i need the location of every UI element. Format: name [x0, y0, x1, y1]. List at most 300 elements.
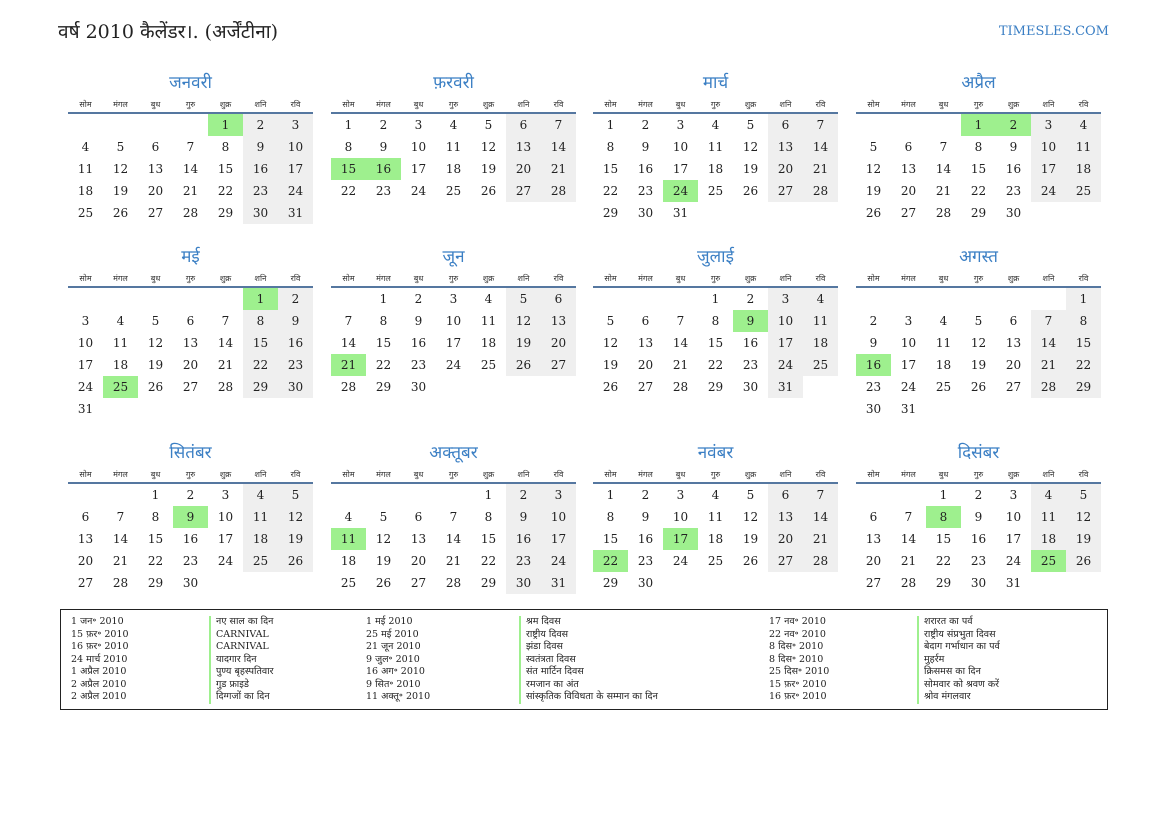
month-name: जून	[442, 247, 465, 267]
day-cell: 16	[637, 532, 654, 546]
day-cell: 21	[900, 554, 917, 568]
empty-cell	[1031, 202, 1066, 224]
day-cell: 4	[1066, 113, 1101, 136]
empty-cell	[243, 572, 278, 594]
day-cell: 6	[768, 113, 803, 136]
day-cell: 31	[768, 376, 803, 398]
holiday-name: झंडा दिवस	[526, 641, 563, 652]
weekday-header: शुक्र	[996, 96, 1031, 113]
day-cell: 30	[506, 572, 541, 594]
day-cell: 11	[935, 336, 952, 350]
weekday-header: शनि	[1031, 270, 1066, 287]
weekday-header: शुक्र	[733, 466, 768, 483]
day-cell: 17	[672, 162, 689, 176]
weekday-header: मंगल	[366, 466, 401, 483]
day-cell: 21	[112, 554, 129, 568]
day-cell: 20	[1005, 358, 1022, 372]
day-cell: 4	[81, 140, 90, 154]
weekday-header: सोम	[68, 466, 103, 483]
empty-cell	[1066, 398, 1101, 420]
day-cell: 1	[151, 488, 160, 502]
weekday-header: शनि	[243, 466, 278, 483]
day-cell: 5	[869, 140, 878, 154]
day-cell: 16	[182, 532, 199, 546]
holiday-date: 2 अप्रैल 2010	[71, 678, 127, 690]
empty-cell	[663, 572, 698, 594]
holiday-dates-column-2	[366, 616, 430, 704]
day-cell: 22	[970, 184, 987, 198]
holiday-day-cell: 11	[331, 528, 366, 550]
holiday-date: 22 नव॰ 2010	[769, 628, 826, 640]
empty-cell	[803, 572, 838, 594]
weekday-header: रवि	[1066, 270, 1101, 287]
day-cell: 3	[541, 483, 576, 506]
day-cell: 30	[970, 576, 987, 590]
empty-cell	[401, 483, 436, 506]
holiday-date: 11 अक्तू॰ 2010	[366, 691, 431, 702]
weekday-header: मंगल	[366, 96, 401, 113]
month-name: जनवरी	[169, 73, 212, 93]
weekday-header: बुध	[663, 270, 698, 287]
holiday-name: राष्ट्रीय दिवस	[526, 628, 569, 640]
day-cell: 6	[506, 113, 541, 136]
weekday-header: शनि	[768, 270, 803, 287]
empty-cell	[138, 398, 173, 420]
month-name: दिसंबर	[957, 443, 1000, 463]
day-cell: 12	[1066, 506, 1101, 528]
day-cell: 13	[865, 532, 882, 546]
day-cell: 15	[602, 162, 619, 176]
day-cell: 17	[768, 332, 803, 354]
day-cell: 22	[1066, 354, 1101, 376]
month-block	[331, 246, 576, 398]
day-cell: 5	[484, 118, 493, 132]
day-cell: 2	[278, 287, 313, 310]
day-cell: 18	[77, 184, 94, 198]
empty-cell	[243, 398, 278, 420]
holiday-day-cell: 8	[926, 506, 961, 528]
day-cell: 29	[707, 380, 724, 394]
day-cell: 15	[480, 532, 497, 546]
holiday-list	[60, 609, 1108, 710]
day-cell: 2	[974, 488, 983, 502]
day-cell: 11	[480, 314, 497, 328]
day-cell: 25	[935, 380, 952, 394]
day-cell: 8	[379, 314, 388, 328]
day-cell: 15	[602, 532, 619, 546]
day-cell: 12	[480, 140, 497, 154]
day-cell: 22	[375, 358, 392, 372]
weekday-header: मंगल	[628, 96, 663, 113]
day-cell: 14	[803, 506, 838, 528]
holiday-date: 15 फ़र॰ 2010	[71, 628, 129, 640]
weekday-header: बुध	[401, 270, 436, 287]
day-cell: 5	[974, 314, 983, 328]
day-cell: 30	[865, 402, 882, 416]
day-cell: 28	[1031, 376, 1066, 398]
day-cell: 19	[480, 162, 497, 176]
day-cell: 30	[182, 576, 199, 590]
day-cell: 4	[939, 314, 948, 328]
day-cell: 29	[970, 206, 987, 220]
empty-cell	[926, 398, 961, 420]
day-cell: 9	[641, 140, 650, 154]
empty-cell	[1031, 398, 1066, 420]
weekday-header: शुक्र	[996, 270, 1031, 287]
holiday-name: नए साल का दिन	[216, 616, 274, 627]
weekday-header: मंगल	[628, 270, 663, 287]
empty-cell	[856, 483, 891, 506]
day-cell: 25	[707, 554, 724, 568]
day-cell: 14	[672, 336, 689, 350]
day-cell: 6	[541, 287, 576, 310]
weekday-header: शुक्र	[471, 270, 506, 287]
day-cell: 27	[865, 576, 882, 590]
day-cell: 17	[900, 358, 917, 372]
day-cell: 24	[217, 554, 234, 568]
empty-cell	[733, 202, 768, 224]
holiday-date: 1 जन॰ 2010	[71, 616, 124, 627]
day-cell: 5	[746, 488, 755, 502]
day-cell: 31	[1005, 576, 1022, 590]
day-cell: 8	[484, 510, 493, 524]
weekday-header: शुक्र	[471, 96, 506, 113]
holiday-name: CARNIVAL	[216, 628, 269, 640]
day-cell: 28	[935, 206, 952, 220]
day-cell: 28	[112, 576, 129, 590]
empty-cell	[803, 376, 838, 398]
day-cell: 19	[865, 184, 882, 198]
day-cell: 20	[768, 528, 803, 550]
month-table	[331, 96, 576, 202]
day-cell: 21	[541, 158, 576, 180]
holiday-name: यादगार दिन	[216, 653, 257, 665]
holiday-name: सांस्कृतिक विविधता के सम्मान का दिन	[526, 691, 658, 702]
day-cell: 12	[865, 162, 882, 176]
day-cell: 28	[340, 380, 357, 394]
day-cell: 1	[379, 292, 388, 306]
holiday-day-cell: 21	[331, 354, 366, 376]
empty-cell	[173, 287, 208, 310]
holiday-date: 17 नव॰ 2010	[769, 616, 826, 627]
holiday-day-cell: 9	[173, 506, 208, 528]
day-cell: 21	[182, 184, 199, 198]
month-table	[856, 270, 1101, 420]
weekday-header: बुध	[401, 466, 436, 483]
empty-cell	[471, 376, 506, 398]
day-cell: 24	[672, 554, 689, 568]
day-cell: 24	[445, 358, 462, 372]
day-cell: 28	[672, 380, 689, 394]
day-cell: 24	[77, 380, 94, 394]
holiday-name: सोमवार को श्रवण करें	[924, 678, 1000, 690]
holiday-name: पुण्य बृहस्पतिवार	[216, 666, 274, 677]
day-cell: 26	[506, 354, 541, 376]
day-cell: 9	[1009, 140, 1018, 154]
weekday-header: गुरु	[698, 466, 733, 483]
day-cell: 4	[344, 510, 353, 524]
weekday-header: रवि	[278, 96, 313, 113]
day-cell: 28	[803, 550, 838, 572]
day-cell: 13	[410, 532, 427, 546]
day-cell: 10	[445, 314, 462, 328]
empty-cell	[103, 483, 138, 506]
day-cell: 13	[182, 336, 199, 350]
empty-cell	[138, 113, 173, 136]
day-cell: 24	[900, 380, 917, 394]
day-cell: 6	[768, 483, 803, 506]
weekday-header: शनि	[768, 466, 803, 483]
weekday-header: रवि	[541, 270, 576, 287]
month-table	[593, 270, 838, 398]
empty-cell	[961, 287, 996, 310]
day-cell: 4	[1031, 483, 1066, 506]
day-cell: 18	[707, 162, 724, 176]
day-cell: 5	[151, 314, 160, 328]
weekday-header: शनि	[1031, 96, 1066, 113]
empty-cell	[856, 113, 891, 136]
day-cell: 17	[77, 358, 94, 372]
day-cell: 17	[410, 162, 427, 176]
day-cell: 29	[602, 576, 619, 590]
day-cell: 2	[869, 314, 878, 328]
day-cell: 6	[904, 140, 913, 154]
day-cell: 27	[637, 380, 654, 394]
day-cell: 24	[768, 354, 803, 376]
day-cell: 30	[637, 206, 654, 220]
day-cell: 3	[1009, 488, 1018, 502]
holiday-name: बेदाग गर्भाधान का पर्व	[924, 641, 1000, 652]
day-cell: 12	[742, 140, 759, 154]
weekday-header: मंगल	[891, 466, 926, 483]
day-cell: 29	[217, 206, 234, 220]
day-cell: 16	[278, 332, 313, 354]
empty-cell	[891, 483, 926, 506]
day-cell: 8	[1066, 310, 1101, 332]
empty-cell	[173, 113, 208, 136]
day-cell: 11	[445, 140, 462, 154]
day-cell: 28	[182, 206, 199, 220]
empty-cell	[996, 287, 1031, 310]
day-cell: 19	[278, 528, 313, 550]
day-cell: 10	[1005, 510, 1022, 524]
day-cell: 29	[1066, 376, 1101, 398]
day-cell: 13	[900, 162, 917, 176]
day-cell: 2	[641, 488, 650, 502]
day-cell: 23	[506, 550, 541, 572]
month-block	[856, 442, 1101, 594]
weekday-header: बुध	[138, 466, 173, 483]
holiday-name: दिग्गजों का दिन	[216, 691, 270, 702]
weekday-header: शनि	[506, 270, 541, 287]
day-cell: 10	[1031, 136, 1066, 158]
day-cell: 18	[707, 532, 724, 546]
day-cell: 22	[707, 358, 724, 372]
day-cell: 26	[278, 550, 313, 572]
holiday-date: 8 दिस॰ 2010	[769, 641, 824, 652]
day-cell: 18	[1066, 158, 1101, 180]
day-cell: 26	[375, 576, 392, 590]
holiday-day-cell: 24	[663, 180, 698, 202]
day-cell: 29	[602, 206, 619, 220]
empty-cell	[208, 287, 243, 310]
empty-cell	[1066, 202, 1101, 224]
weekday-header: रवि	[1066, 96, 1101, 113]
day-cell: 19	[742, 162, 759, 176]
day-cell: 2	[414, 292, 423, 306]
holiday-day-cell: 2	[996, 113, 1031, 136]
empty-cell	[698, 572, 733, 594]
day-cell: 9	[641, 510, 650, 524]
day-cell: 15	[707, 336, 724, 350]
day-cell: 3	[676, 118, 685, 132]
empty-cell	[803, 202, 838, 224]
month-table	[593, 96, 838, 224]
holiday-dates-column-3	[769, 616, 829, 704]
day-cell: 19	[112, 184, 129, 198]
day-cell: 18	[112, 358, 129, 372]
day-cell: 4	[711, 488, 720, 502]
day-cell: 17	[445, 336, 462, 350]
day-cell: 31	[278, 202, 313, 224]
day-cell: 5	[1066, 483, 1101, 506]
holiday-day-cell: 16	[366, 158, 401, 180]
day-cell: 6	[641, 314, 650, 328]
empty-cell	[768, 572, 803, 594]
weekday-header: शनि	[506, 96, 541, 113]
day-cell: 13	[637, 336, 654, 350]
holiday-date: 25 दिस॰ 2010	[769, 666, 830, 677]
weekday-header: शनि	[506, 466, 541, 483]
empty-cell	[698, 202, 733, 224]
weekday-header: मंगल	[103, 466, 138, 483]
month-block	[856, 72, 1101, 224]
empty-cell	[891, 287, 926, 310]
day-cell: 17	[1005, 532, 1022, 546]
month-name: मई	[181, 247, 200, 267]
holiday-day-cell: 1	[243, 287, 278, 310]
empty-cell	[436, 376, 471, 398]
day-cell: 25	[707, 184, 724, 198]
weekday-header: रवि	[541, 466, 576, 483]
day-cell: 12	[112, 162, 129, 176]
day-cell: 21	[803, 158, 838, 180]
day-cell: 11	[803, 310, 838, 332]
month-name: अप्रैल	[961, 73, 996, 93]
holiday-names-column-3	[917, 616, 1000, 704]
day-cell: 18	[1031, 528, 1066, 550]
day-cell: 21	[672, 358, 689, 372]
weekday-header: बुध	[926, 466, 961, 483]
day-cell: 7	[449, 510, 458, 524]
day-cell: 26	[865, 206, 882, 220]
day-cell: 15	[935, 532, 952, 546]
day-cell: 13	[541, 310, 576, 332]
day-cell: 8	[221, 140, 230, 154]
day-cell: 14	[541, 136, 576, 158]
day-cell: 14	[182, 162, 199, 176]
day-cell: 10	[768, 310, 803, 332]
day-cell: 7	[803, 113, 838, 136]
day-cell: 22	[340, 184, 357, 198]
day-cell: 5	[606, 314, 615, 328]
day-cell: 1	[344, 118, 353, 132]
day-cell: 31	[900, 402, 917, 416]
day-cell: 17	[1031, 158, 1066, 180]
day-cell: 12	[278, 506, 313, 528]
empty-cell	[1066, 572, 1101, 594]
weekday-header: शुक्र	[733, 96, 768, 113]
weekday-header: रवि	[278, 270, 313, 287]
weekday-header: रवि	[803, 270, 838, 287]
holiday-date: 16 फ़र॰ 2010	[71, 641, 129, 652]
day-cell: 17	[541, 528, 576, 550]
day-cell: 1	[711, 292, 720, 306]
month-block	[68, 442, 313, 594]
day-cell: 8	[606, 140, 615, 154]
empty-cell	[926, 113, 961, 136]
day-cell: 29	[147, 576, 164, 590]
month-table	[68, 96, 313, 224]
weekday-header: सोम	[856, 96, 891, 113]
empty-cell	[663, 287, 698, 310]
day-cell: 22	[602, 184, 619, 198]
weekday-header: गुरु	[961, 466, 996, 483]
holiday-date: 21 जून 2010	[366, 641, 421, 652]
empty-cell	[996, 398, 1031, 420]
weekday-header: बुध	[663, 96, 698, 113]
holiday-date: 2 अप्रैल 2010	[71, 691, 127, 702]
weekday-header: शुक्र	[996, 466, 1031, 483]
weekday-header: मंगल	[366, 270, 401, 287]
day-cell: 4	[711, 118, 720, 132]
day-cell: 24	[1031, 180, 1066, 202]
page-title: वर्ष 2010 कैलेंडर।. (अर्जेंटीना)	[58, 21, 279, 43]
month-block	[856, 246, 1101, 420]
day-cell: 28	[445, 576, 462, 590]
holiday-name: मुहर्रम	[924, 653, 945, 665]
holiday-date: 1 अप्रैल 2010	[71, 666, 127, 677]
day-cell: 12	[602, 336, 619, 350]
day-cell: 3	[449, 292, 458, 306]
month-name: अगस्त	[959, 247, 998, 267]
day-cell: 24	[1005, 554, 1022, 568]
day-cell: 10	[410, 140, 427, 154]
day-cell: 1	[606, 488, 615, 502]
day-cell: 26	[970, 380, 987, 394]
month-table	[593, 466, 838, 594]
day-cell: 11	[1066, 136, 1101, 158]
site-link[interactable]: TIMESLES.COM	[998, 24, 1109, 39]
weekday-header: गुरु	[173, 270, 208, 287]
holiday-date: 25 मई 2010	[366, 628, 419, 640]
day-cell: 19	[742, 532, 759, 546]
day-cell: 3	[221, 488, 230, 502]
day-cell: 31	[77, 402, 94, 416]
day-cell: 22	[147, 554, 164, 568]
empty-cell	[593, 287, 628, 310]
day-cell: 30	[243, 202, 278, 224]
day-cell: 24	[410, 184, 427, 198]
day-cell: 23	[410, 358, 427, 372]
holiday-name: शरारत का पर्व	[924, 616, 973, 627]
day-cell: 27	[410, 576, 427, 590]
day-cell: 23	[375, 184, 392, 198]
day-cell: 15	[147, 532, 164, 546]
weekday-header: सोम	[68, 270, 103, 287]
day-cell: 13	[147, 162, 164, 176]
day-cell: 27	[900, 206, 917, 220]
